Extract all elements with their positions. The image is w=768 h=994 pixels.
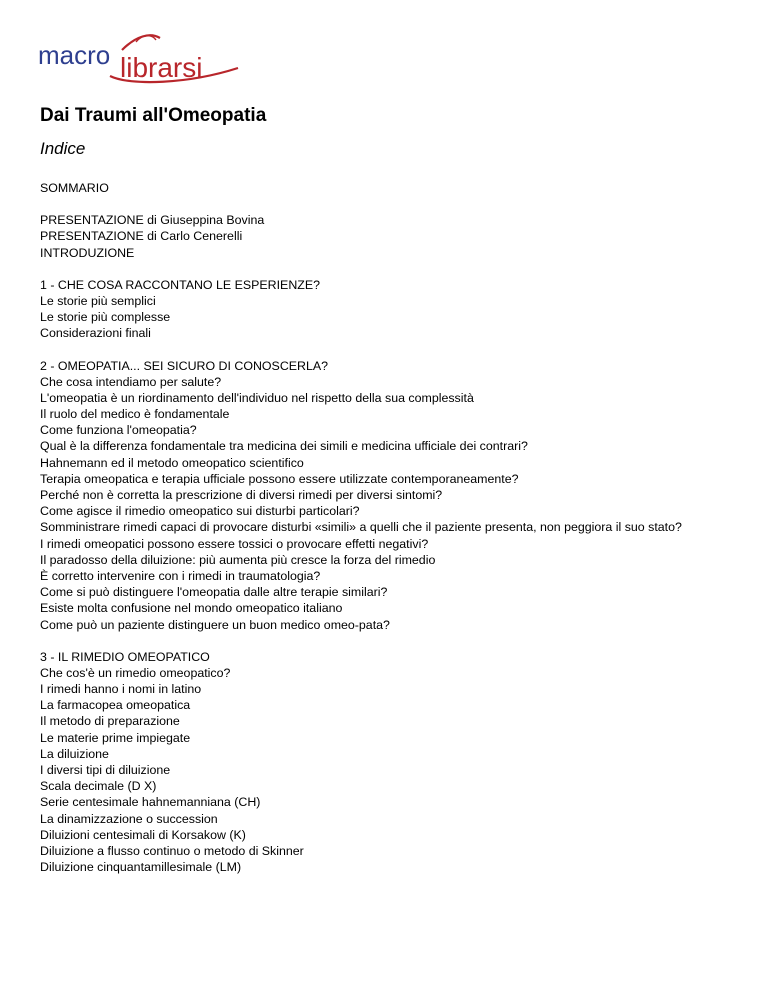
toc-entry: Le storie più complesse bbox=[40, 310, 171, 325]
toc-entry: I rimedi hanno i nomi in latino bbox=[40, 682, 202, 697]
toc-section bbox=[40, 358, 750, 633]
toc-entry: Il metodo di preparazione bbox=[40, 714, 180, 729]
toc-entry: Come agisce il rimedio omeopatico sui disturbi particolari? bbox=[40, 504, 360, 519]
toc-section bbox=[40, 277, 750, 342]
toc-entry: Che cos'è un rimedio omeopatico? bbox=[40, 665, 231, 680]
toc-entry: Qual è la differenza fondamentale tra medicina dei simili e medicina ufficiale dei contrari? bbox=[40, 439, 528, 454]
toc-entry: Il ruolo del medico è fondamentale bbox=[40, 407, 230, 422]
toc-entry: Serie centesimale hahnemanniana (CH) bbox=[40, 795, 261, 810]
toc-section bbox=[40, 649, 750, 876]
toc-entry: Hahnemann ed il metodo omeopatico scientifico bbox=[40, 455, 304, 470]
toc-entry: INTRODUZIONE bbox=[40, 245, 135, 260]
document-title: Dai Traumi all'Omeopatia bbox=[40, 105, 267, 126]
logo-librarsi-text: librarsi bbox=[120, 52, 203, 83]
toc-entry: SOMMARIO bbox=[40, 181, 109, 195]
toc-entry: Esiste molta confusione nel mondo omeopatico italiano bbox=[40, 601, 343, 616]
toc-entry: È corretto intervenire con i rimedi in traumatologia? bbox=[40, 568, 321, 583]
toc-entry: Diluizioni centesimali di Korsakow (K) bbox=[40, 827, 246, 842]
toc-entry: PRESENTAZIONE di Carlo Cenerelli bbox=[40, 229, 243, 244]
toc-entry: Le storie più semplici bbox=[40, 293, 156, 308]
toc-entry: Considerazioni finali bbox=[40, 326, 151, 341]
toc-section bbox=[40, 212, 750, 261]
toc-entry: La dinamizzazione o succession bbox=[40, 811, 218, 826]
toc-entry: Scala decimale (D X) bbox=[40, 779, 157, 794]
toc-entry: Come funziona l'omeopatia? bbox=[40, 423, 197, 438]
toc-entry: PRESENTAZIONE di Giuseppina Bovina bbox=[40, 213, 265, 228]
toc-entry: I rimedi omeopatici possono essere tossici o provocare effetti negativi? bbox=[40, 536, 429, 551]
toc-entry: Come può un paziente distinguere un buon medico omeo-pata? bbox=[40, 617, 390, 632]
toc-entry: Perché non è corretta la prescrizione di diversi rimedi per diversi sintomi? bbox=[40, 488, 443, 502]
toc-entry: La diluizione bbox=[40, 746, 109, 761]
toc-entry: Le materie prime impiegate bbox=[40, 730, 191, 745]
toc-chapter-heading: 2 - OMEOPATIA... SEI SICURO DI CONOSCERLA? bbox=[40, 358, 329, 373]
toc-entry: Somministrare rimedi capaci di provocare disturbi «simili» a quelli che il paziente presenta, non peggiora il suo stato? bbox=[40, 520, 682, 535]
toc-entry: La farmacopea omeopatica bbox=[40, 698, 191, 713]
toc-entry: Che cosa intendiamo per salute? bbox=[40, 374, 222, 389]
macrolibrarsi-logo[interactable] bbox=[38, 28, 248, 88]
toc-chapter-heading: 3 - IL RIMEDIO OMEOPATICO bbox=[40, 649, 210, 664]
toc-entry: L'omeopatia è un riordinamento dell'individuo nel rispetto della sua complessità bbox=[40, 390, 474, 405]
toc-entry: I diversi tipi di diluizione bbox=[40, 763, 171, 777]
document-subtitle: Indice bbox=[40, 139, 86, 158]
toc-entry: Diluizione cinquantamillesimale (LM) bbox=[40, 860, 242, 875]
logo-macro-text: macro bbox=[38, 40, 111, 70]
toc-section bbox=[40, 180, 750, 196]
table-of-contents bbox=[40, 180, 750, 891]
toc-entry: Diluizione a flusso continuo o metodo di Skinner bbox=[40, 843, 304, 858]
toc-entry: Come si può distinguere l'omeopatia dalle altre terapie similari? bbox=[40, 585, 388, 600]
toc-entry: Il paradosso della diluizione: più aumenta più cresce la forza del rimedio bbox=[40, 552, 436, 567]
toc-entry: Terapia omeopatica e terapia ufficiale possono essere utilizzate contemporaneamente? bbox=[40, 471, 519, 486]
toc-chapter-heading: 1 - CHE COSA RACCONTANO LE ESPERIENZE? bbox=[40, 277, 320, 292]
